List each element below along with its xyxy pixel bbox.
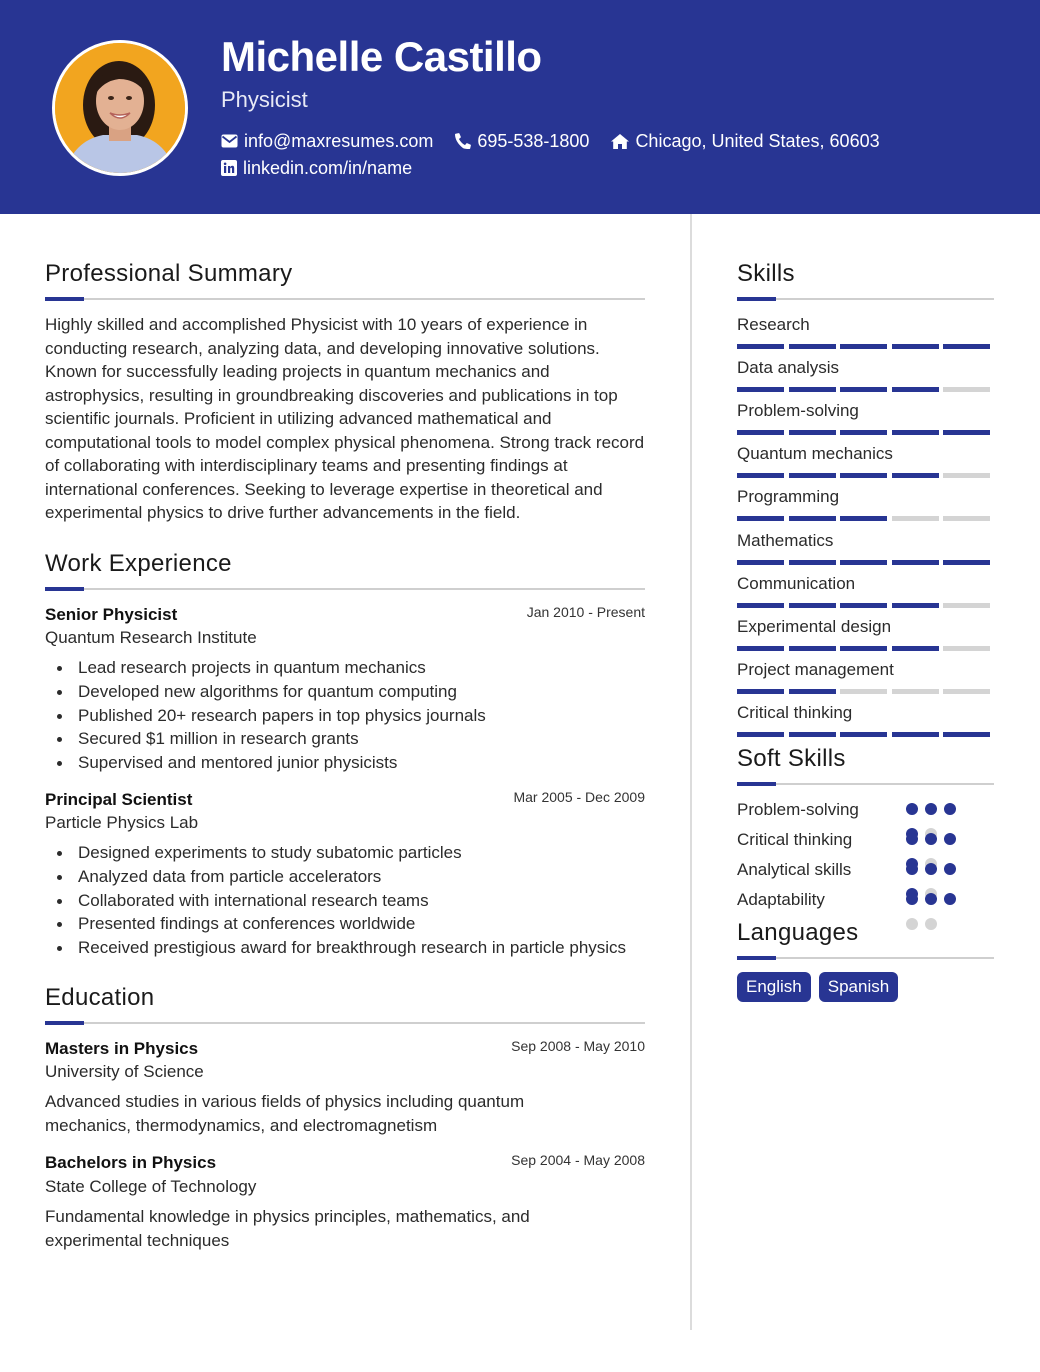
skill-level-segment [789,516,836,521]
job-dates: Mar 2005 - Dec 2009 [513,789,645,805]
skill-level-bar [737,560,995,565]
skill-name: Programming [737,487,840,507]
skill-name: Experimental design [737,616,892,636]
language-badge: English [737,972,811,1002]
skill-level-segment [789,560,836,565]
resume-header [0,0,1040,214]
section-title-summary: Professional Summary [45,260,293,287]
list-item: Analyzed data from particle accelerators [45,865,635,889]
skill-level-segment [737,344,784,349]
skill-level-segment [789,732,836,737]
profile-photo [52,40,188,176]
linkedin-text: linkedin.com/in/name [243,158,413,178]
skill-level-segment [840,430,887,435]
list-item: Designed experiments to study subatomic particles [45,841,635,865]
skill-name: Quantum mechanics [737,444,893,464]
section-title-soft-skills: Soft Skills [737,745,846,772]
rating-dot [944,803,956,815]
skill-level-segment [943,344,990,349]
phone-text: 695-538-1800 [477,131,590,151]
column-divider [690,214,692,1330]
skill-level-segment [737,430,784,435]
skill-name: Critical thinking [737,702,853,722]
contact-row [221,129,902,153]
section-rule [737,298,994,300]
rating-dot [925,918,937,930]
skill-level-bar [737,344,995,349]
school-name: State College of Technology [45,1177,257,1196]
languages-list [737,972,906,1002]
rating-dot [944,893,956,905]
school-name: University of Science [45,1062,204,1081]
skill-level-segment [789,430,836,435]
skill-level-segment [943,516,990,521]
skill-name: Data analysis [737,358,840,378]
linkedin-icon [221,160,237,176]
candidate-name: Michelle Castillo [221,33,542,80]
phone-icon [455,133,471,149]
degree-title: Masters in Physics [45,1039,199,1058]
skill-level-segment [892,689,939,694]
list-item: Received prestigious award for breakthrough research in particle physics [45,936,635,960]
section-title-experience: Work Experience [45,550,232,577]
skill-level-bar [737,516,995,521]
contact-email[interactable] [221,129,433,153]
contact-location [611,129,879,153]
skill-level-segment [737,387,784,392]
skill-level-segment [789,473,836,478]
skill-level-segment [943,603,990,608]
skill-level-segment [943,473,990,478]
rating-dot [906,918,918,930]
candidate-title: Physicist [221,87,308,112]
skill-level-segment [789,387,836,392]
skill-level-segment [737,516,784,521]
skill-level-segment [840,516,887,521]
skill-level-segment [840,560,887,565]
list-item: Supervised and mentored junior physicists [45,751,645,775]
skill-level-segment [943,560,990,565]
skill-level-segment [892,603,939,608]
rating-dot [944,863,956,875]
section-title-languages: Languages [737,919,859,946]
skill-level-segment [737,603,784,608]
skill-level-segment [737,473,784,478]
skill-level-segment [892,387,939,392]
section-title-skills: Skills [737,260,795,287]
contact-phone[interactable] [455,129,589,153]
job-dates: Jan 2010 - Present [526,604,645,620]
list-item: Secured $1 million in research grants [45,727,645,751]
skill-level-segment [943,387,990,392]
soft-skill-name: Adaptability [737,890,825,909]
skill-level-segment [840,689,887,694]
skill-level-segment [892,516,939,521]
soft-skill-name: Analytical skills [737,860,852,879]
job-bullets [45,841,635,960]
skill-level-segment [892,344,939,349]
skill-level-segment [737,646,784,651]
skill-level-segment [840,646,887,651]
skill-level-segment [892,646,939,651]
skill-level-segment [892,473,939,478]
education-dates: Sep 2008 - May 2010 [511,1038,645,1054]
section-rule [737,783,994,785]
rating-dot [906,833,918,845]
rating-dot [925,863,937,875]
skill-name: Communication [737,573,856,593]
skill-level-bar [737,646,995,651]
skill-level-segment [892,560,939,565]
soft-skill-name: Critical thinking [737,830,853,849]
skill-level-segment [943,430,990,435]
skill-level-segment [892,732,939,737]
location-text: Chicago, United States, 60603 [635,131,880,151]
skill-level-segment [789,344,836,349]
skill-level-bar [737,430,995,435]
education-description: Fundamental knowledge in physics principles, mathematics, and experimental techniques [45,1207,530,1250]
home-icon [611,134,629,149]
rating-dot [925,893,937,905]
list-item: Lead research projects in quantum mechanics [45,656,645,680]
rating-dot [906,893,918,905]
list-item: Collaborated with international research teams [45,889,635,913]
job-bullets [45,656,645,775]
rating-dot [906,863,918,875]
job-title: Senior Physicist [45,605,178,624]
job-organization: Particle Physics Lab [45,813,199,832]
list-item: Developed new algorithms for quantum computing [45,680,645,704]
skill-level-segment [789,689,836,694]
education-dates: Sep 2004 - May 2008 [511,1152,645,1168]
list-item: Presented findings at conferences worldwide [45,912,635,936]
envelope-icon [221,134,238,148]
education-description: Advanced studies in various fields of physics including quantum mechanics, thermodynamics, and electromagnetism [45,1092,525,1135]
contact-row [221,156,434,180]
summary-text: Highly skilled and accomplished Physicist with 10 years of experience in conducting research, analyzing data, and developing innovative solutions. Known for successfully leading projects in quantum mechanics and astrophysics, resulting in groundbreaking discoveries and publications in top scientific journals. Proficient in utilizing advanced mathematical and computational tools to model complex physical phenomena. Strong track record of collaborating with interdisciplinary teams and presenting findings at international conferences. Seeking to leverage expertise in theoretical and experimental physics to drive further advancements in the field. [45,315,645,522]
rating-dot [944,833,956,845]
skill-level-segment [789,646,836,651]
skill-name: Project management [737,659,894,679]
skill-level-segment [840,603,887,608]
skill-name: Research [737,315,810,334]
skill-level-bar [737,689,995,694]
skill-level-bar [737,603,995,608]
rating-dot [925,803,937,815]
soft-skill-name: Problem-solving [737,800,859,819]
contact-linkedin[interactable] [221,156,412,180]
section-rule [45,298,645,300]
section-rule [737,957,994,959]
degree-title: Bachelors in Physics [45,1153,217,1172]
skill-level-segment [840,732,887,737]
section-title-education: Education [45,984,155,1011]
email-text: info@maxresumes.com [244,131,434,151]
person-photo-icon [55,43,185,173]
list-item: Published 20+ research papers in top physics journals [45,704,645,728]
section-rule [45,1022,645,1024]
language-badge: Spanish [819,972,898,1002]
skill-level-segment [840,387,887,392]
rating-dot [906,803,918,815]
skill-level-segment [943,689,990,694]
skill-level-segment [737,689,784,694]
soft-skill-rating [906,893,976,943]
skill-name: Mathematics [737,530,834,550]
skill-level-segment [943,646,990,651]
skill-level-segment [943,732,990,737]
skill-level-segment [840,473,887,478]
job-organization: Quantum Research Institute [45,628,257,647]
skill-level-bar [737,473,995,478]
skill-level-segment [789,603,836,608]
skill-level-bar [737,387,995,392]
skill-level-segment [840,344,887,349]
skill-level-segment [892,430,939,435]
rating-dot [925,833,937,845]
job-title: Principal Scientist [45,790,193,809]
skill-level-segment [737,732,784,737]
skill-level-segment [737,560,784,565]
skill-level-bar [737,732,995,737]
section-rule [45,588,645,590]
skill-name: Problem-solving [737,401,859,421]
